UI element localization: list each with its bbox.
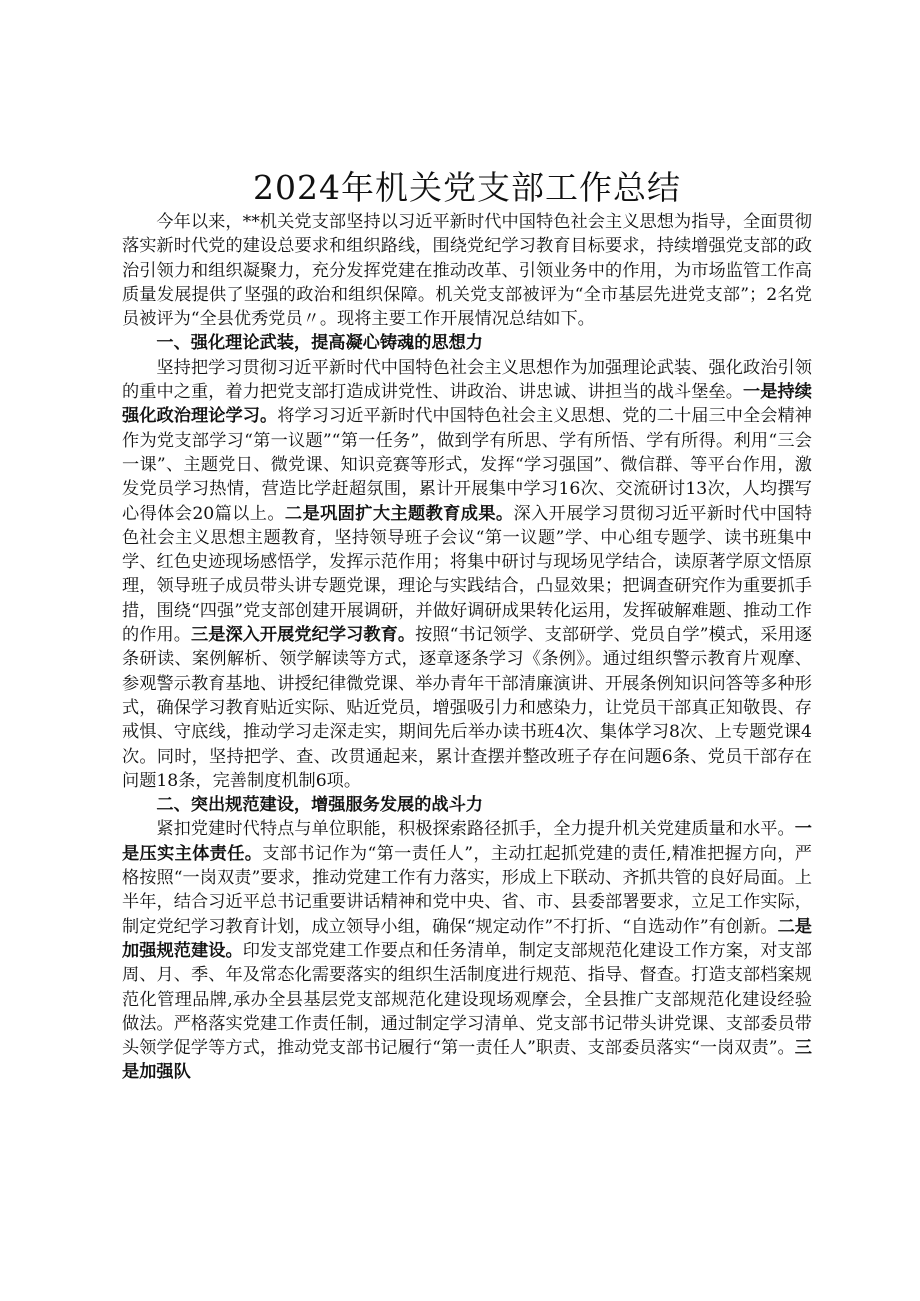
section-1-point-1-title: 一是持续强化政治理论学习。	[122, 382, 812, 427]
section-1-point-3-text: 按照“书记领学、支部研学、党员自学”模式，采用逐条研读、案例解析、领学解读等方式，逐章逐条学习《条例》。通过组织警示教育片观摩、参观警示教育基地、讲授纪律微党课、举办青年干部清廉演讲、开展条例知识问答等多种形式，确保学习教育贴近实际、贴近党员，增强吸引力和感染力，让党员干部真正知敬畏、存戒惧、守底线，推动学习走深走实，期间先后举办读书班4次、集体学习8次、上专题党课4次。同时，坚持把学、查、改贯通起来，累计查摆并整改班子存在问题6条、党员干部存在问题18条，完善制度机制6项。	[122, 625, 812, 791]
section-2-paragraph	[122, 817, 812, 1084]
section-1-heading: 一、强化理论武装，提高凝心铸魂的思想力	[156, 333, 483, 354]
section-1-paragraph	[122, 356, 812, 793]
section-1-lead: 坚持把学习贯彻习近平新时代中国特色社会主义思想作为加强理论武装、强化政治引领的重中之重，着力把党支部打造成讲党性、讲政治、讲忠诚、讲担当的战斗堡垒。	[122, 357, 812, 403]
section-2-point-1-title: 一是压实主体责任。	[122, 819, 812, 864]
section-2-point-2-text: 印发支部党建工作要点和任务清单，制定支部规范化建设工作方案，对支部周、月、季、年及常态化需要落实的组织生活制度进行规范、指导、督查。打造支部档案规范化管理品牌,承办全县基层党支部规范化建设现场观摩会，全县推广支部规范化建设经验做法。严格落实党建工作责任制，通过制定学习清单、党支部书记带头讲党课、支部委员带头领学促学等方式，推动党支部书记履行“第一责任人”职责、支部委员落实“一岗双责”。	[122, 940, 812, 1059]
section-1-point-1-text: 将学习习近平新时代中国特色社会主义思想、党的二十届三中全会精神作为党支部学习“第一议题”“第一任务”，做到学有所思、学有所悟、学有所得。利用“三会一课”、主题党日、微党课、知识竞赛等形式，发挥“学习强国”、微信群、等平台作用，激发党员学习热情，营造比学赶超氛围，累计开展集中学习16次、交流研讨13次，人均撰写心得体会20篇以上。	[122, 406, 812, 524]
section-1-point-2-text: 深入开展学习贯彻习近平新时代中国特色社会主义思想主题教育，坚持领导班子会议“第一议题”学、中心组专题学、读书班集中学、红色史迹现场感悟学，发挥示范作用；将集中研讨与现场见学结合，读原著学原文悟原理，领导班子成员带头讲专题党课，理论与实践结合，凸显效果；把调查研究作为重要抓手措，围绕“四强”党支部创建开展调研，并做好调研成果转化运用，发挥破解难题、推动工作的作用。	[122, 503, 812, 646]
section-2-heading: 二、突出规范建设，增强服务发展的战斗力	[156, 795, 483, 816]
document-page	[122, 166, 812, 1085]
document-title: 2024年机关党支部工作总结	[253, 168, 681, 207]
section-2-point-2-title: 二是加强规范建设。	[122, 916, 812, 961]
section-2-point-1-text: 支部书记作为“第一责任人”，主动扛起抓党建的责任,精准把握方向，严格按照“一岗双责”要求，推动党建工作有力落实，形成上下联动、齐抓共管的良好局面。上半年，结合习近平总书记重要讲话精神和党中央、省、市、县委部署要求，立足工作实际，制定党纪学习教育计划，成立领导小组，确保“规定动作”不打折、“自选动作”有创新。	[122, 843, 812, 937]
section-1-point-2-title: 二是巩固扩大主题教育成果。	[284, 503, 514, 524]
intro-paragraph: 今年以来，**机关党支部坚持以习近平新时代中国特色社会主义思想为指导，全面贯彻落实新时代党的建设总要求和组织路线，围绕党纪学习教育目标要求，持续增强党支部的政治引领力和组织凝聚力，充分发挥党建在推动改革、引领业务中的作用，为市场监管工作高质量发展提供了坚强的政治和组织保障。机关党支部被评为“全市基层先进党支部”；2名党员被评为“全县优秀党员〃。现将主要工作开展情况总结如下。	[122, 212, 812, 330]
section-1-point-3-title: 三是深入开展党纪学习教育。	[190, 625, 416, 646]
section-2-lead: 紧扣党建时代特点与单位职能，积极探索路径抓手，全力提升机关党建质量和水平。	[156, 819, 795, 840]
section-2-point-3-title: 三是加强队	[122, 1038, 812, 1083]
